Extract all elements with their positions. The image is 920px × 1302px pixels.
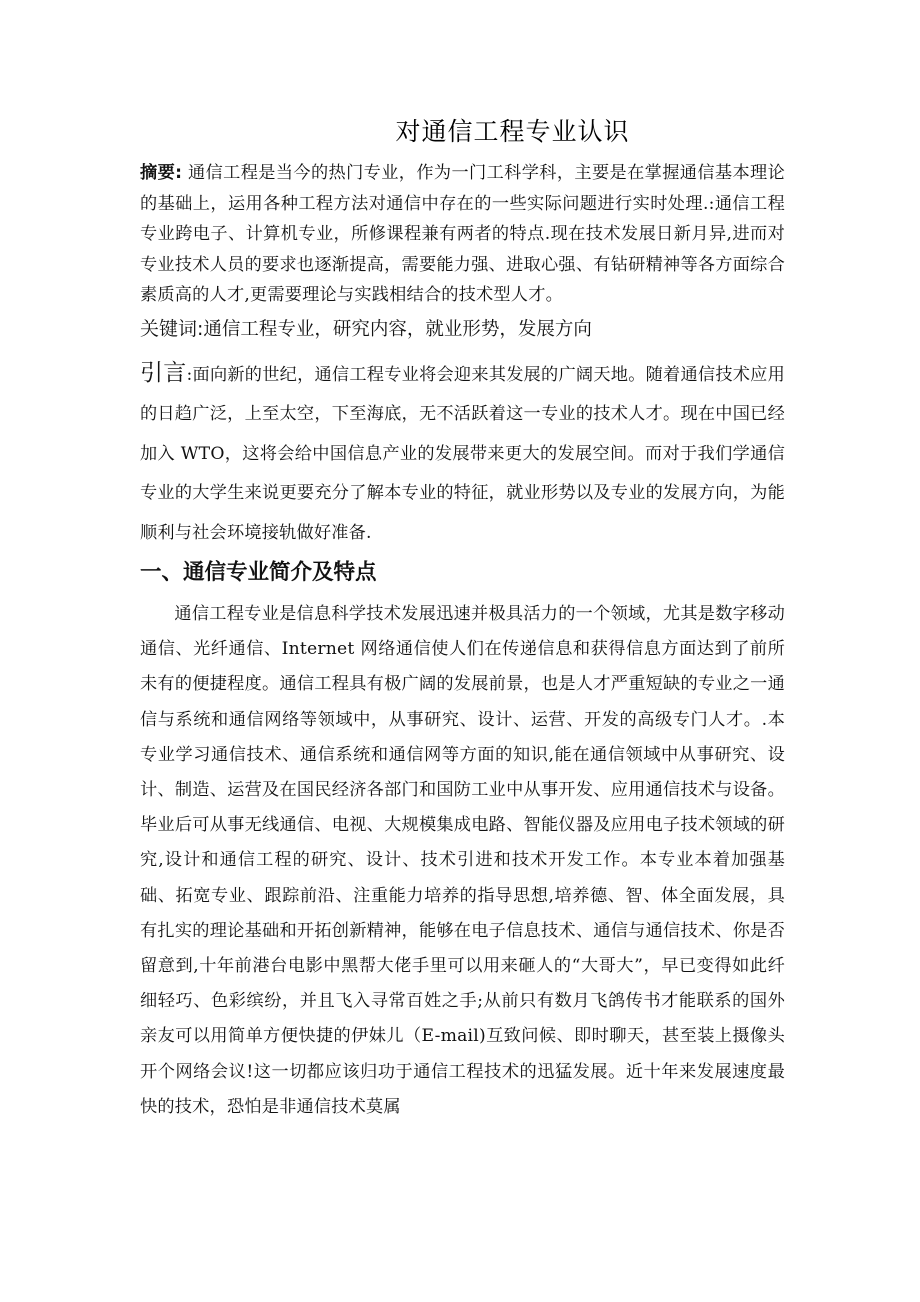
abstract-label: 摘要:	[140, 163, 183, 183]
keywords-label: 关键词:	[140, 317, 204, 340]
document-page	[140, 112, 785, 1125]
introduction-text: :面向新的世纪，通信工程专业将会迎来其发展的广阔天地。随着通信技术应用的日趋广泛，上至太空，下至海底，无不活跃着这一专业的技术人才。现在中国已经加入 WTO，这将会给中国信息产业的发展带来更大的发展空间。而对于我们学通信专业的大学生来说更要充分了解本专业的特征，就业形势以及专业的发展方向，为能顺利与社会环境接轨做好准备.	[140, 364, 785, 543]
keywords-text: 通信工程专业，研究内容，就业形势，发展方向	[203, 318, 592, 340]
introduction-label: 引言	[140, 359, 187, 386]
document-title: 对通信工程专业认识	[395, 117, 630, 146]
section-paragraph: 通信工程专业是信息科学技术发展迅速并极具活力的一个领域，尤其是数字移动通信、光纤通信、Internet 网络通信使人们在传递信息和获得信息方面达到了前所未有的便捷程度。通信工程具有极广阔的发展前景，也是人才严重短缺的专业之一通信与系统和通信网络等领域中，从事研究、设计、运营、开发的高级专门人才。.本专业学习通信技术、通信系统和通信网等方面的知识,能在通信领域中从事研究、设计、制造、运营及在国民经济各部门和国防工业中从事开发、应用通信技术与设备。毕业后可从事无线通信、电视、大规模集成电路、智能仪器及应用电子技术领域的研究,设计和通信工程的研究、设计、技术引进和技术开发工作。本专业本着加强基础、拓宽专业、跟踪前沿、注重能力培养的指导思想,培养德、智、体全面发展，具有扎实的理论基础和开拓创新精神，能够在电子信息技术、通信与通信技术、你是否留意到,十年前港台电影中黑帮大佬手里可以用来砸人的“大哥大”，早已变得如此纤细轻巧、色彩缤纷，并且飞入寻常百姓之手;从前只有数月飞鸽传书才能联系的国外亲友可以用简单方便快捷的伊妹儿（E-mail)互致问候、即时聊天，甚至装上摄像头开个网络会议!这一切都应该归功于通信工程技术的迅猛发展。近十年来发展速度最快的技术，恐怕是非通信技术莫属	[140, 604, 785, 1117]
keywords-line	[140, 311, 785, 348]
abstract-paragraph	[140, 158, 785, 311]
section-heading: 一、通信专业简介及特点	[140, 560, 377, 585]
abstract-text: 通信工程是当今的热门专业，作为一门工科学科，主要是在掌握通信基本理论的基础上，运用各种工程方法对通信中存在的一些实际问题进行实时处理.:通信工程专业跨电子、计算机专业，所修课程兼有两者的特点.现在技术发展日新月异,进而对专业技术人员的要求也逐渐提高，需要能力强、进取心强、有钻研精神等各方面综合素质高的人才,更需要理论与实践相结合的技术型人才。	[140, 163, 785, 305]
introduction-paragraph	[140, 354, 785, 554]
